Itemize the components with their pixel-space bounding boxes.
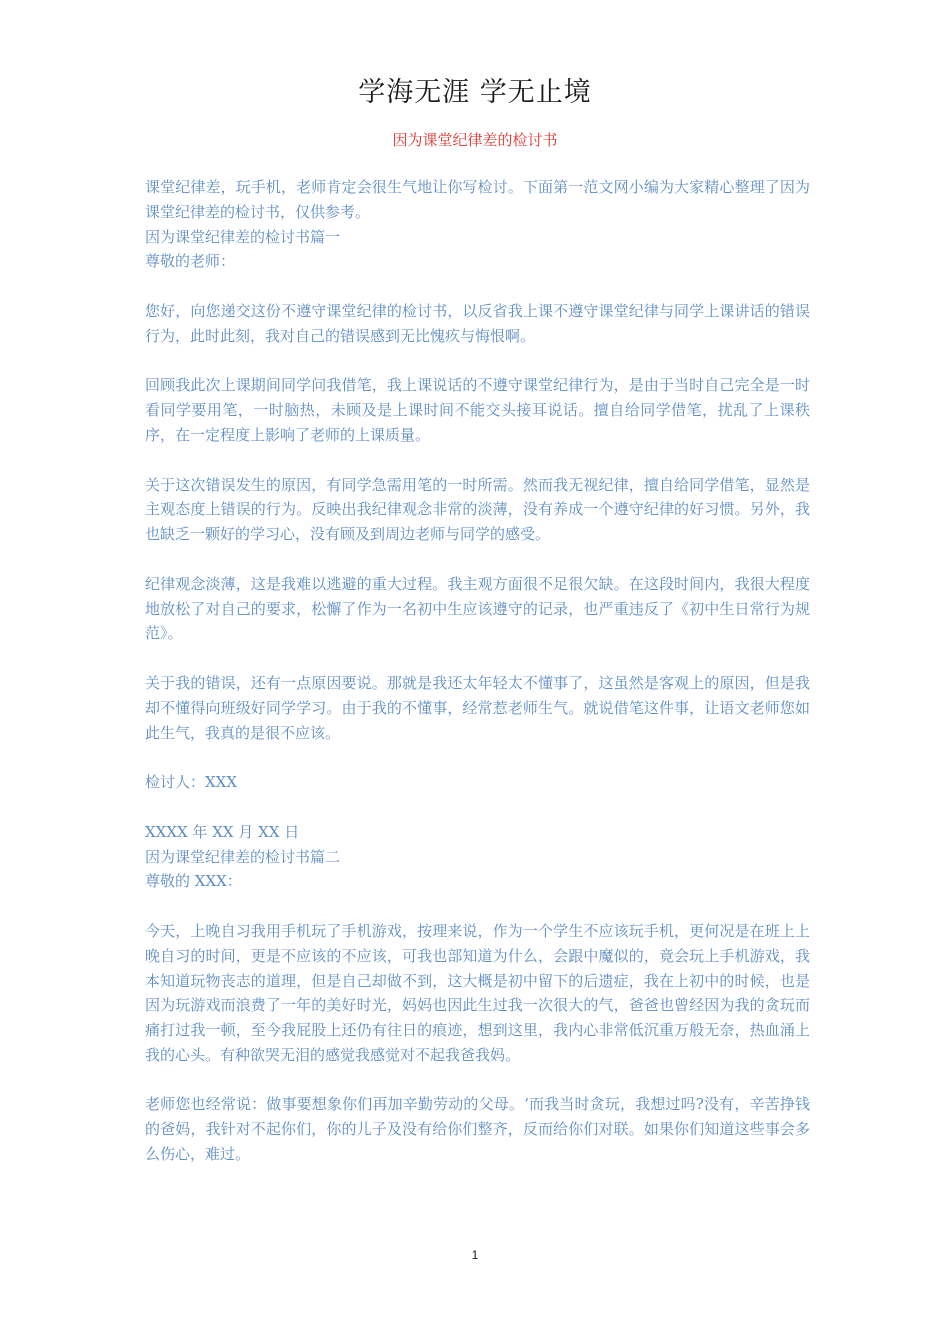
salutation-two: 尊敬的 XXX： [145,872,242,891]
intro-paragraph: 课堂纪律差，玩手机，老师肯定会很生气地让你写检讨。下面第一范文网小编为大家精心整理了因为课堂纪律差的检讨书，仅供参考。 [145,178,810,221]
body-paragraph: 关于我的错误，还有一点原因要说。那就是我还太年轻太不懂事了，这虽然是客观上的原因，但是我却不懂得向班级好同学学习。由于我的不懂事，经常惹老师生气。就说借笔这件事，让语文老师您如此生气，我真的是很不应该。 [145,673,810,742]
body-paragraph: 您好，向您递交这份不遵守课堂纪律的检讨书，以反省我上课不遵守课堂纪律与同学上课讲话的错误行为，此时此刻，我对自己的错误感到无比愧疚与悔恨啊。 [145,301,810,345]
body-paragraph: 回顾我此次上课期间同学问我借笔，我上课说话的不遵守课堂纪律行为，是由于当时自己完全是一时看同学要用笔，一时脑热，未顾及是上课时间不能交头接耳说话。擅自给同学借笔，扰乱了上课秩序，在一定程度上影响了老师的上课质量。 [145,376,810,444]
section-heading-one: 因为课堂纪律差的检讨书篇一 [145,227,341,246]
body-paragraph: 老师您也经常说：做事要想象你们再加辛勤劳动的父母。‘而我当时贪玩，我想过吗?没有，辛苦挣钱的爸妈，我针对不起你们，你的儿子及没有给你们整齐，反而给你们对联。如果你们知道这些事会多么伤心，难过。 [145,1095,810,1164]
signature-line: 检讨人：XXX [145,773,238,792]
section-heading-two: 因为课堂纪律差的检讨书篇二 [145,847,341,866]
body-paragraph: 纪律观念淡薄，这是我难以逃避的重大过程。我主观方面很不足很欠缺。在这段时间内，我很大程度地放松了对自己的要求，松懈了作为一名初中生应该遵守的记录，也严重违反了《初中生日常行为规范》。 [145,574,810,643]
salutation-one: 尊敬的老师： [145,252,236,271]
body-paragraph: 今天，上晚自习我用手机玩了手机游戏，按理来说，作为一个学生不应该玩手机，更何况是在班上上晚自习的时间，更是不应该的不应该，可我也部知道为什么，会跟中魔似的，竟会玩上手机游戏，我本知道玩物丧志的道理，但是自己却做不到，这大概是初中留下的后遗症，我在上初中的时候，也是因为玩游戏而浪费了一年的美好时光，妈妈也因此生过我一次很大的气，爸爸也曾经因为我的贪玩而痛打过我一顿，至今我屁股上还仍有往日的痕迹，想到这里，我内心非常低沉重万般无奈，热血涌上我的心头。有种欲哭无泪的感觉我感觉对不起我爸我妈。 [145,921,810,1064]
body-paragraph: 关于这次错误发生的原因，有同学急需用笔的一时所需。然而我无视纪律，擅自给同学借笔，显然是主观态度上错误的行为。反映出我纪律观念非常的淡薄，没有养成一个遵守纪律的好习惯。另外，我也缺乏一颗好的学习心，没有顾及到周边老师与同学的感受。 [145,475,810,544]
page-number: 1 [471,1248,479,1262]
document-body [145,175,810,1167]
page-header: 学海无涯 学无止境 [358,77,592,108]
document-title: 因为课堂纪律差的检讨书 [392,131,558,149]
date-line: XXXX 年 XX 月 XX 日 [145,822,300,841]
